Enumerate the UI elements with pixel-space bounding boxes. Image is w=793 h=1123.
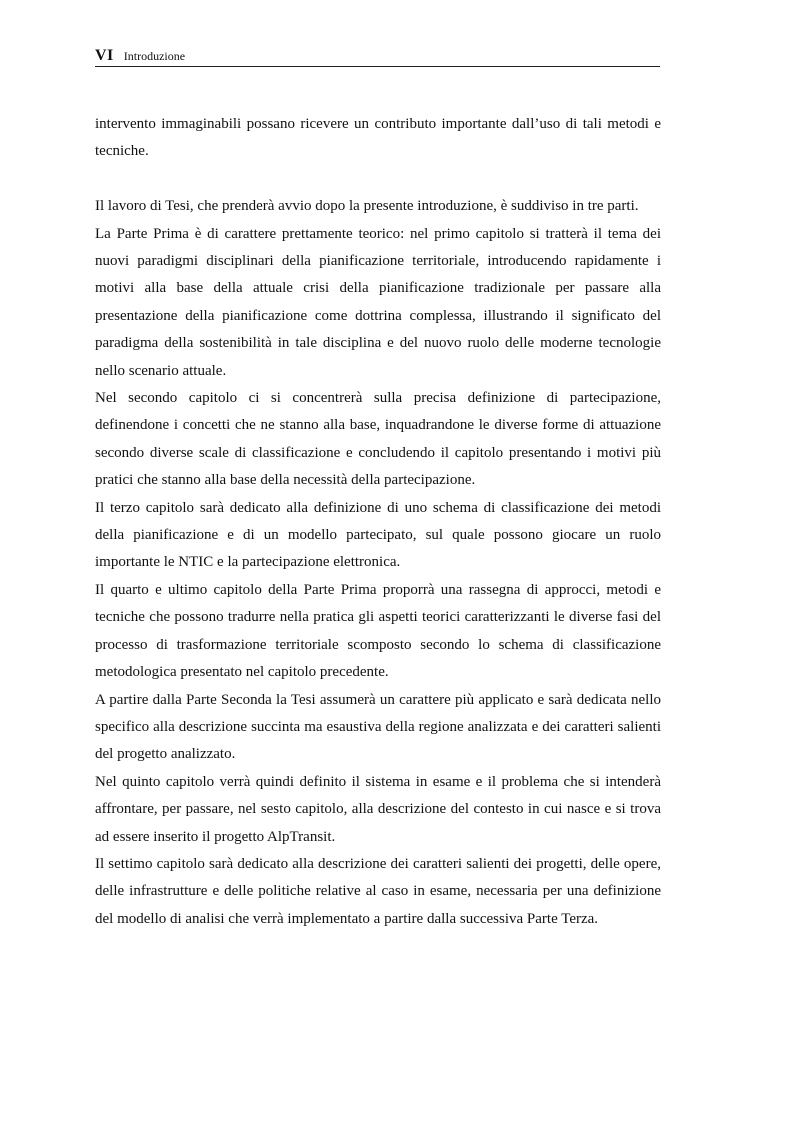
paragraph: Il lavoro di Tesi, che prenderà avvio dopo la presente introduzione, è suddiviso in tre parti. [95, 198, 639, 215]
paragraph: Il settimo capitolo sarà dedicato alla descrizione dei caratteri salienti dei progetti, delle opere, delle infrastrutture e delle politiche relative al caso in esame, necessaria per una definizione del modello di analisi che verrà implementato a partire dalla successiva Parte Terza. [95, 855, 661, 927]
paragraph: La Parte Prima è di carattere prettamente teorico: nel primo capitolo si tratterà il tema dei nuovi paradigmi disciplinari della pianificazione territoriale, introducendo rapidamente i motivi alla base della attuale crisi della pianificazione tradizionale per passare alla presentazione della pianificazione come dottrina complessa, illustrando il significato del paradigma della sostenibilità in tale disciplina e del nuovo ruolo delle moderne tecnologie nello scenario attuale. [95, 225, 661, 379]
paragraph: Nel secondo capitolo ci si concentrerà sulla precisa definizione di partecipazione, definendone i concetti che ne stanno alla base, inquadrandone le diverse forme di attuazione secondo diverse scale di classificazione e concludendo il capitolo presentando i motivi più pratici che stanno alla base della necessità della partecipazione. [95, 390, 661, 489]
paragraph: A partire dalla Parte Seconda la Tesi assumerà un carattere più applicato e sarà dedicata nello specifico alla descrizione succinta ma esaustiva della regione analizzata e dei caratteri salienti del progetto analizzato. [95, 691, 661, 763]
paragraph: Nel quinto capitolo verrà quindi definito il sistema in esame e il problema che si intenderà affrontare, per passare, nel sesto capitolo, alla descrizione del contesto in cui nasce e si trova ad essere inserito il progetto AlpTransit. [95, 773, 661, 845]
paragraph: Il terzo capitolo sarà dedicato alla definizione di uno schema di classificazione dei metodi della pianificazione e di un modello partecipato, sul quale possono giocare un ruolo importante le NTIC e la partecipazione elettronica. [95, 499, 661, 571]
paragraph: intervento immaginabili possano ricevere un contributo importante dall’uso di tali metodi e tecniche. [95, 116, 661, 160]
chapter-title: Introduzione [123, 49, 186, 63]
body-text [95, 111, 661, 933]
page-number: VI [95, 47, 114, 64]
running-header [95, 47, 660, 67]
paragraph: Il quarto e ultimo capitolo della Parte Prima proporrà una rassegna di approcci, metodi e tecniche che possono tradurre nella pratica gli aspetti teorici caratterizzanti le diverse fasi del processo di trasformazione territoriale scomposto secondo lo schema di classificazione metodologica presentato nel capitolo precedente. [95, 581, 661, 681]
